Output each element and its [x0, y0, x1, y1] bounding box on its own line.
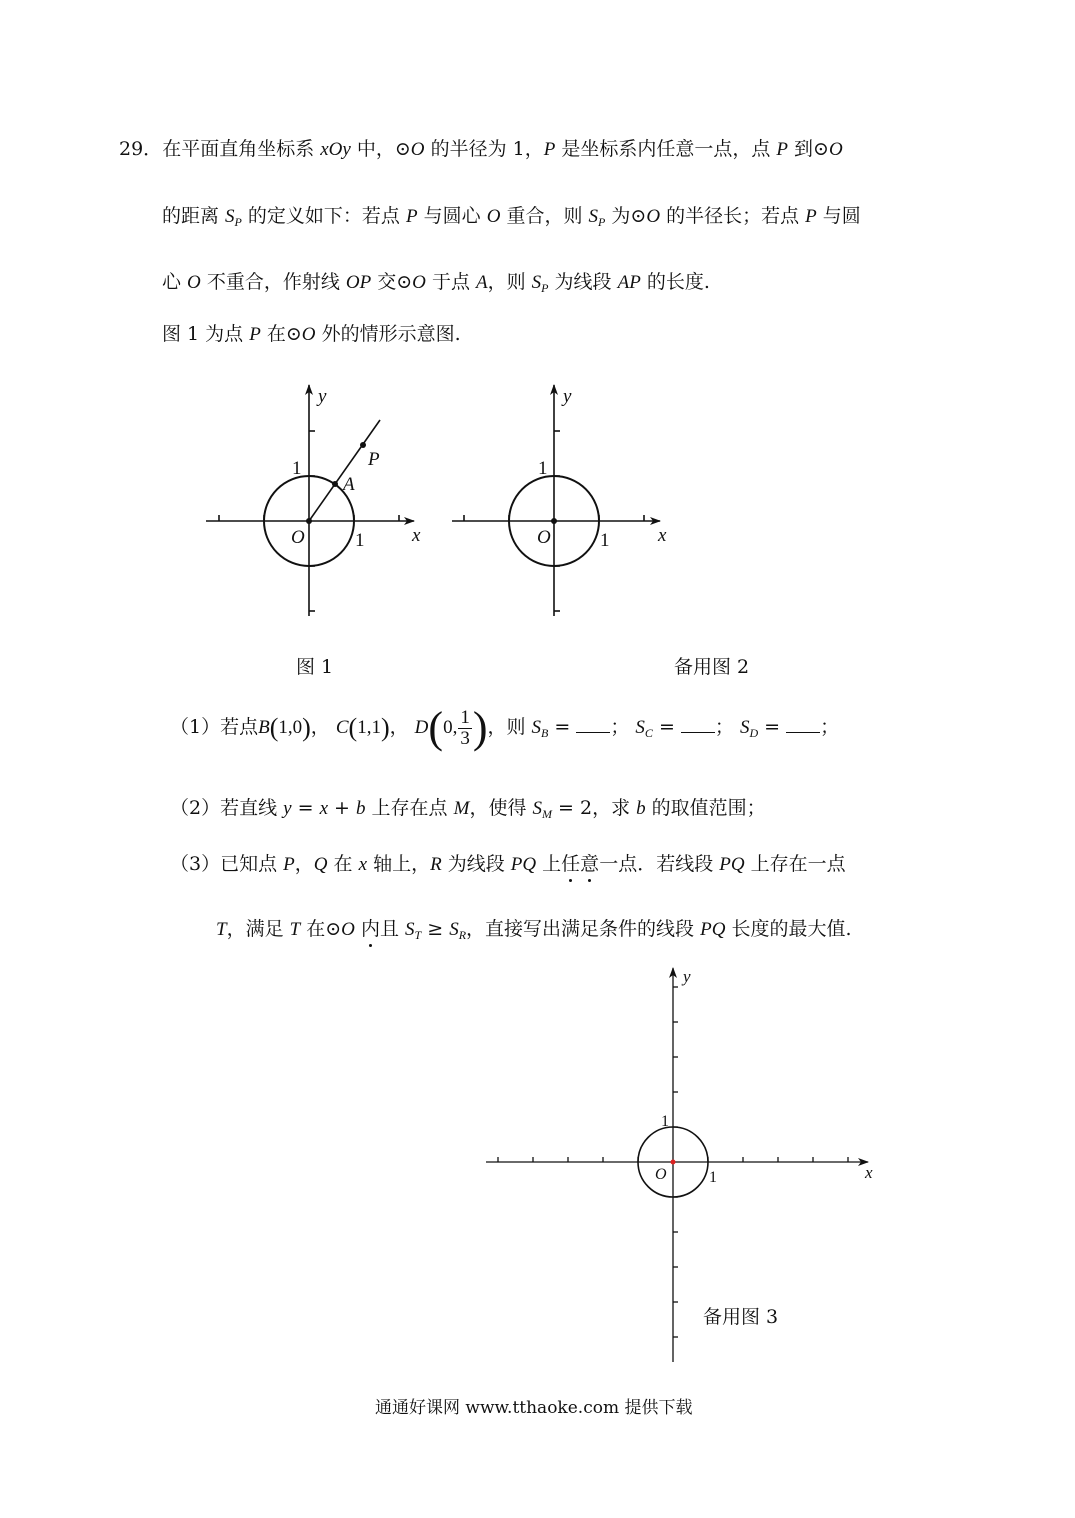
fig1-ray-op — [309, 420, 380, 521]
fig3-y-one: 1 — [661, 1113, 669, 1130]
figure-3 — [486, 968, 868, 1362]
fig1-p-label: P — [368, 449, 380, 470]
fig3-x-label: x — [865, 1163, 873, 1182]
fig2-y-label: y — [563, 386, 572, 407]
fig2-x-one: 1 — [600, 530, 610, 551]
part-3-line-2: T，满足 T 在⊙O 内且 $S_T \ge S_R$，直接写出满足条件的线段 PQ 长度的最大值. — [216, 918, 852, 942]
fig3-x-one: 1 — [709, 1169, 717, 1186]
question-line-4: 图 1 为点 P 在⊙O 外的情形示意图. — [162, 323, 461, 345]
blank-sc[interactable] — [681, 716, 715, 733]
blank-sd[interactable] — [786, 716, 820, 733]
fig2-x-label: x — [658, 525, 667, 546]
fig1-origin-label: O — [291, 527, 305, 548]
blank-sb[interactable] — [576, 716, 610, 733]
question-line-1: 29．在平面直角坐标系 xOy 中，⊙O 的半径为 1，P 是坐标系内任意一点，点 P 到⊙O — [119, 138, 843, 160]
fig1-x-one: 1 — [355, 530, 365, 551]
fig1-a-label: A — [343, 474, 355, 495]
fig2-origin-point — [551, 518, 557, 524]
fig1-x-label: x — [412, 525, 421, 546]
fig1-origin-point — [306, 518, 312, 524]
part-1: （1）若点B(1,0)， C(1,1)， D(0, $\frac{1}{3}$ )，则 $S_B$ = ； $S_C$ = ； $S_D$ = ； — [170, 703, 840, 752]
fig1-point-p — [360, 442, 366, 448]
fig3-origin-label: O — [655, 1166, 667, 1183]
fig2-caption: 备用图 2 — [674, 656, 750, 678]
fig1-caption: 图 1 — [296, 656, 334, 678]
footer-credit: 通通好课网 www.tthaoke.com 提供下载 — [375, 1398, 693, 1418]
fig3-caption: 备用图 3 — [703, 1306, 779, 1328]
question-line-2: 的距离 $S_P$ 的定义如下：若点 P 与圆心 O 重合，则 $S_P$ 为⊙O 的半径长；若点 P 与圆 — [162, 205, 861, 229]
part-3-line-1: （3）已知点 P，Q 在 x 轴上，R 为线段 PQ 上任意一点．若线段 PQ 上存在一点 — [170, 853, 846, 875]
fig3-origin-point — [671, 1160, 676, 1165]
fig2-origin-label: O — [537, 527, 551, 548]
part-2: （2）若直线 y = x + b 上存在点 M，使得 $S_M = 2$，求 b 的取值范围； — [170, 797, 766, 821]
fig3-y-label: y — [683, 967, 691, 986]
figure-2 — [452, 385, 660, 616]
fig2-y-one: 1 — [538, 458, 548, 479]
figure-1 — [206, 385, 414, 616]
fig1-y-one: 1 — [292, 458, 302, 479]
fig1-point-a — [332, 481, 338, 487]
question-line-3: 心 O 不重合，作射线 OP 交⊙O 于点 A，则 $S_P$ 为线段 AP 的长度. — [162, 271, 710, 295]
fig1-y-label: y — [318, 386, 327, 407]
